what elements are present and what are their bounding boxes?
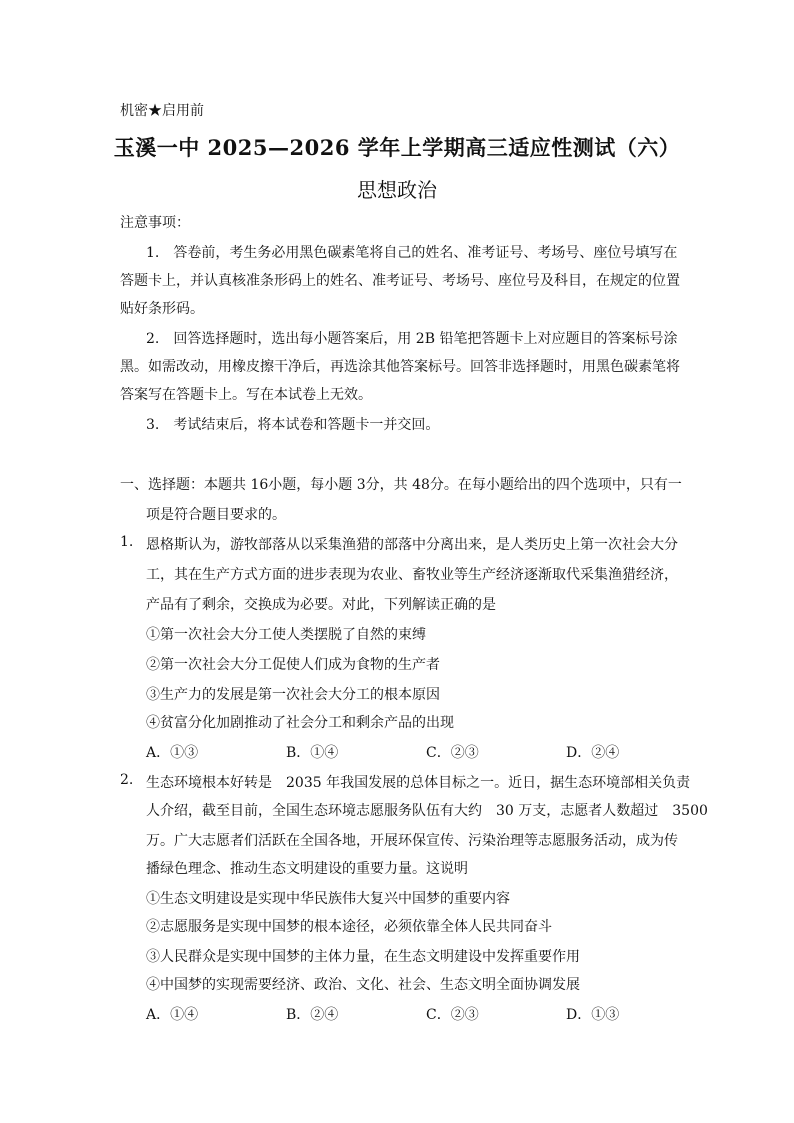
question-2-stem-line-2: 人介绍，截至目前，全国生态环境志愿服务队伍有大约 30 万支，志愿者人数超过 3500 <box>146 803 708 819</box>
question-1-number: 1. <box>120 534 134 550</box>
question-2-statement-2: ②志愿服务是实现中国梦的根本途径，必须依靠全体人民共同奋斗 <box>146 919 552 935</box>
question-2-statement-1: ①生态文明建设是实现中华民族伟大复兴中国梦的重要内容 <box>146 891 510 907</box>
question-1-option-b: B．①④ <box>286 745 339 761</box>
question-1-statement-3: ③生产力的发展是第一次社会大分工的根本原因 <box>146 687 440 703</box>
question-2-option-b: B．②④ <box>286 1007 339 1023</box>
notice-item-1-line-2: 答题卡上，并认真核准条形码上的姓名、准考证号、考场号、座位号及科目，在规定的位置 <box>120 273 680 289</box>
question-2-stem-line-4: 播绿色理念、推动生态文明建设的重要力量。这说明 <box>146 861 468 877</box>
question-2-option-a: A．①④ <box>146 1007 199 1023</box>
question-2-stem-line-1: 生态环境根本好转是 2035 年我国发展的总体目标之一。近日，据生态环境部相关负责 <box>146 775 691 791</box>
question-2-number: 2. <box>120 772 134 788</box>
notice-heading: 注意事项： <box>120 215 190 231</box>
notice-item-2-line-3: 答案写在答题卡上。写在本试卷上无效。 <box>120 387 372 403</box>
question-1-option-d: D．②④ <box>566 745 620 761</box>
question-1-option-a: A．①③ <box>146 745 199 761</box>
question-1-statement-1: ①第一次社会大分工使人类摆脱了自然的束缚 <box>146 627 426 643</box>
question-2-stem-line-3: 万。广大志愿者们活跃在全国各地，开展环保宣传、污染治理等志愿服务活动，成为传 <box>146 833 678 849</box>
question-2-option-d: D．①③ <box>566 1007 620 1023</box>
notice-item-1-line-1: 1. 答卷前，考生务必用黑色碳素笔将自己的姓名、准考证号、考场号、座位号填写在 <box>146 245 678 261</box>
exam-title: 玉溪一中 2025—2026 学年上学期高三适应性测试（六） <box>113 135 681 160</box>
question-1-stem-line-1: 恩格斯认为，游牧部落从以采集渔猎的部落中分离出来，是人类历史上第一次社会大分 <box>146 537 678 553</box>
question-2-statement-3: ③人民群众是实现中国梦的主体力量，在生态文明建设中发挥重要作用 <box>146 949 580 965</box>
question-2-statement-4: ④中国梦的实现需要经济、政治、文化、社会、生态文明全面协调发展 <box>146 977 580 993</box>
section-1-instruction-line-1: 一、选择题：本题共 16小题，每小题 3分，共 48分。在每小题给出的四个选项中，只有一 <box>120 477 682 493</box>
notice-item-1-line-3: 贴好条形码。 <box>120 301 204 317</box>
question-1-statement-2: ②第一次社会大分工促使人们成为食物的生产者 <box>146 657 440 673</box>
notice-item-3: 3. 考试结束后，将本试卷和答题卡一并交回。 <box>146 417 440 433</box>
question-1-statement-4: ④贫富分化加剧推动了社会分工和剩余产品的出现 <box>146 715 454 731</box>
section-1-instruction-line-2: 项是符合题目要求的。 <box>146 507 286 523</box>
confidential-label: 机密★启用前 <box>120 103 204 119</box>
subject-title: 思想政治 <box>357 178 437 202</box>
notice-item-2-line-2: 黑。如需改动，用橡皮擦干净后，再选涂其他答案标号。回答非选择题时，用黑色碳素笔将 <box>120 359 680 375</box>
notice-item-2-line-1: 2. 回答选择题时，选出每小题答案后，用 2B 铅笔把答题卡上对应题目的答案标号涂 <box>146 331 678 347</box>
question-1-stem-line-2: 工，其在生产方式方面的进步表现为农业、畜牧业等生产经济逐渐取代采集渔猎经济， <box>146 567 678 583</box>
question-1-option-c: C．②③ <box>426 745 479 761</box>
question-1-stem-line-3: 产品有了剩余，交换成为必要。对此，下列解读正确的是 <box>146 597 496 613</box>
question-2-option-c: C．②③ <box>426 1007 479 1023</box>
